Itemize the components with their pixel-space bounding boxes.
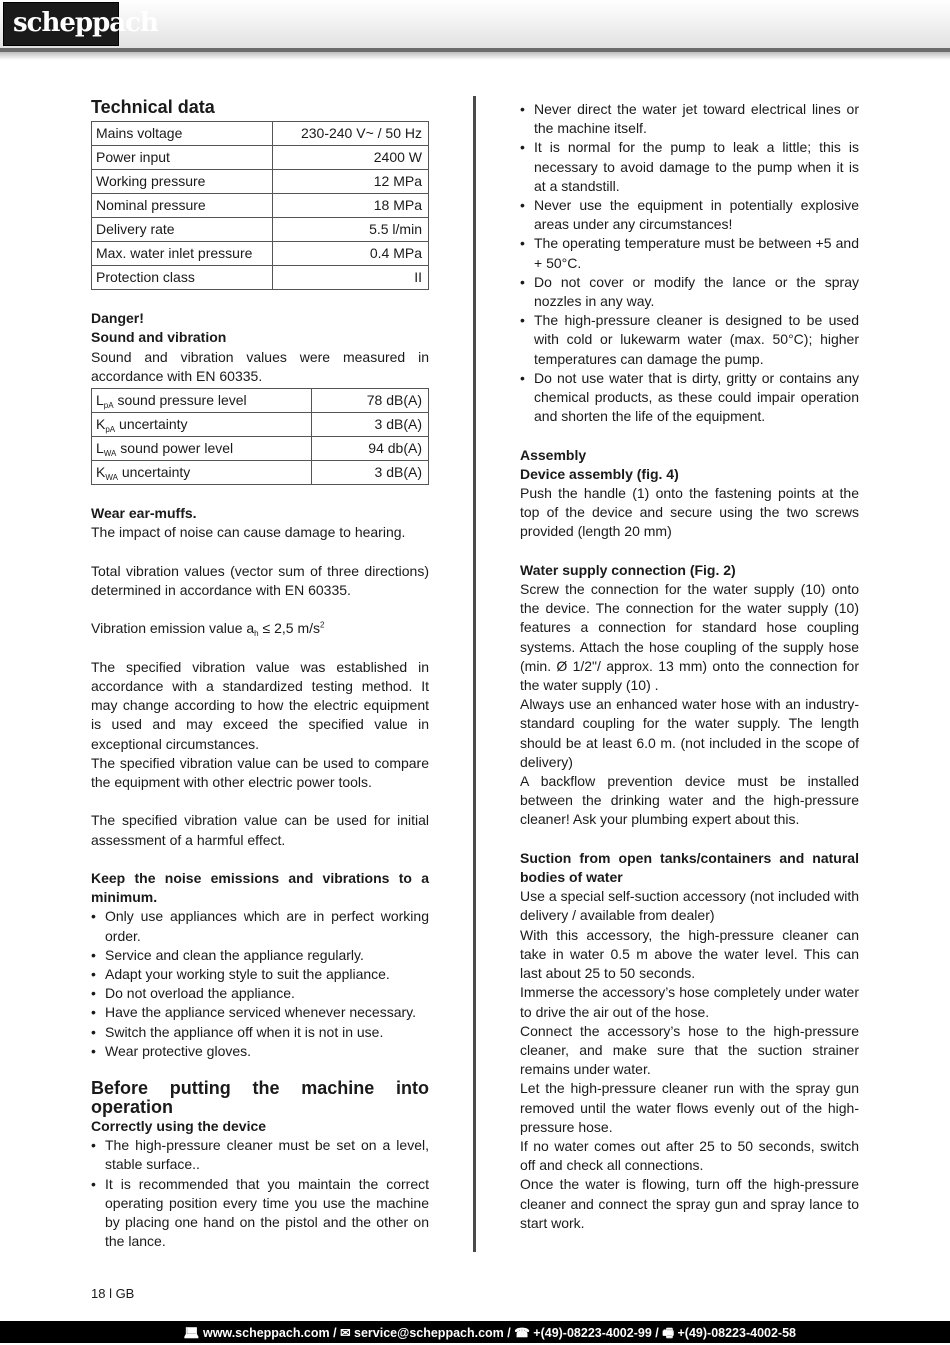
tech-row [92,242,429,266]
water-supply-text-2: Always use an enhanced water hose with an industry-standard coupling for the water supply. The length should be at least 6.0 m. (not included in the scope of delivery) [520,696,859,770]
sound-table [91,388,429,485]
logo-text: scheppach [13,8,158,38]
list-item: • The high-pressure cleaner must be set on a level, stable surface.. [91,1136,429,1174]
tech-row [92,146,429,170]
sound-value: 78 dB(A) [312,389,429,413]
footer-fax: +(49)-08223-4002-58 [677,1326,796,1340]
safety-list [520,100,859,426]
suction-heading: Suction from open tanks/containers and natural bodies of water [520,849,859,886]
device-assembly-text: Push the handle (1) onto the fastening points at the top of the device and secure using the two screws provided (length 20 mm) [520,485,859,540]
column-divider [473,96,476,1252]
tech-label: Protection class [92,266,273,290]
list-item: • Never use the equipment in potentially explosive areas under any circumstances! [520,196,859,234]
list-item: • Wear protective gloves. [91,1042,429,1061]
keep-emissions-list [91,907,429,1061]
sound-value: 94 db(A) [312,437,429,461]
phone-icon: ☎ [514,1326,530,1340]
list-item: • It is normal for the pump to leak a little; this is necessary to avoid damage to the pump when it is at a standstill. [520,138,859,196]
footer-website-link[interactable]: www.scheppach.com [202,1326,330,1340]
list-item: • Do not cover or modify the lance or the spray nozzles in any way. [520,273,859,311]
tech-label: Power input [92,146,273,170]
danger-label: Danger! [91,310,144,327]
sound-heading: Sound and vibration [91,329,227,346]
list-item: • The operating temperature must be between +5 and + 50°C. [520,234,859,272]
spec-vibration-3: The specified vibration value can be used for initial assessment of a harmful effect. [91,812,429,848]
assembly-heading: Assembly [520,446,587,463]
footer-bar: 💻︎ www.scheppach.com / ✉︎ service@scheppach.com / ☎ +(49)-08223-4002-99 / 🖷︎ +(49)-08223-4002-58 [0,1321,950,1343]
sound-text: Sound and vibration values were measured in accordance with EN 60335. [91,348,429,384]
fax-icon: 🖷︎ [662,1326,675,1340]
right-column [520,100,859,1233]
total-vibration-text: Total vibration values (vector sum of three directions) determined in accordance with EN 60335. [91,562,429,598]
footer-phone: +(49)-08223-4002-99 [533,1326,652,1340]
list-item: • Switch the appliance off when it is not in use. [91,1023,429,1042]
device-assembly-heading: Device assembly (fig. 4) [520,465,679,482]
ear-muffs-text: The impact of noise can cause damage to hearing. [91,524,406,541]
list-item: • Service and clean the appliance regularly. [91,946,429,965]
tech-value: 2400 W [273,146,429,170]
list-item: • Do not overload the appliance. [91,984,429,1003]
tech-row [92,218,429,242]
sound-row [92,389,429,413]
spec-vibration-1: The specified vibration value was established in accordance with a standardized testing method. It may change according to how the electric equipment is used and may exceed the specified value in exceptional circumstances. [91,658,429,752]
tech-label: Max. water inlet pressure [92,242,273,266]
sound-row [92,413,429,437]
page-number: 18 l GB [91,1286,135,1301]
tech-label: Mains voltage [92,122,273,146]
suction-paragraph: Immerse the accessory’s hose completely under water to drive the air out of the hose. [520,984,859,1020]
computer-icon: 💻︎ [183,1326,200,1340]
suction-text [520,887,859,1233]
list-item: • Do not use water that is dirty, gritty or contains any chemical products, as these could impair operation and shorten the life of the equipment. [520,369,859,427]
suction-paragraph: Connect the accessory’s hose to the high-pressure cleaner, and make sure that the suction strainer remains under water. [520,1022,859,1078]
tech-value: 0.4 MPa [273,242,429,266]
water-supply-text-1: Screw the connection for the water supply (10) onto the device. The connection for the water supply (10) features a connection for standard hose coupling systems. Attach the hose coupling of the supply hose (min. Ø 1/2"/ approx. 13 mm) onto the connection for the water supply (10) . [520,581,859,694]
water-supply-heading: Water supply connection (Fig. 2) [520,561,736,578]
tech-row [92,266,429,290]
brand-logo [3,2,158,46]
sound-label: $L_{WA}$ sound power level [92,437,312,461]
sound-label: $K_{WA}$ uncertainty [92,461,312,485]
sound-label: $K_{pA}$ uncertainty [92,413,312,437]
suction-paragraph: Use a special self-suction accessory (not included with delivery / available from dealer) [520,888,859,924]
suction-paragraph: With this accessory, the high-pressure cleaner can take in water 0.5 m above the water level. This can last about 25 to 50 seconds. [520,926,859,982]
tech-value: II [273,266,429,290]
list-item: • It is recommended that you maintain the correct operating position every time you use the machine by placing one hand on the pistol and the other on the lance. [91,1175,429,1252]
spec-vibration-2: The specified vibration value can be used to compare the equipment with other electric power tools. [91,754,429,790]
header-shadow [0,52,950,60]
tech-data-table [91,121,429,290]
sound-value: 3 dB(A) [312,413,429,437]
tech-value: 230-240 V~ / 50 Hz [273,122,429,146]
tech-label: Delivery rate [92,218,273,242]
list-item: • Adapt your working style to suit the appliance. [91,965,429,984]
footer-email-link[interactable]: service@scheppach.com [354,1326,504,1340]
correct-use-heading: Correctly using the device [91,1118,267,1134]
list-item: • Never direct the water jet toward electrical lines or the machine itself. [520,100,859,138]
sound-row [92,437,429,461]
tech-value: 12 MPa [273,170,429,194]
tech-row [92,122,429,146]
tech-value: 5.5 l/min [273,218,429,242]
correct-use-list [91,1136,429,1251]
tech-row [92,170,429,194]
tech-value: 18 MPa [273,194,429,218]
tech-label: Working pressure [92,170,273,194]
suction-paragraph: If no water comes out after 25 to 50 seconds, switch off and check all connections. [520,1137,859,1174]
list-item: • Only use appliances which are in perfect working order. [91,907,429,945]
tech-label: Nominal pressure [92,194,273,218]
sound-value: 3 dB(A) [312,461,429,485]
suction-paragraph: Let the high-pressure cleaner run with the spray gun removed until the water flows evenly out of the high-pressure hose. [520,1080,859,1135]
list-item: • Have the appliance serviced whenever necessary. [91,1003,429,1022]
sound-row [92,461,429,485]
tech-row [92,194,429,218]
sound-label: $L_{pA}$ sound pressure level [92,389,312,413]
list-item: • The high-pressure cleaner is designed to be used with cold or lukewarm water (max. 50°C); higher temperatures can damage the pump. [520,311,859,369]
tech-data-title: Technical data [91,97,215,117]
before-operation-heading: Before putting the machine into operation [91,1078,429,1117]
mail-icon: ✉︎ [340,1326,351,1340]
left-column [91,98,429,1251]
vibration-emission-value: Vibration emission value $a_h \le 2,5$ $m/s^2$ [91,620,325,639]
keep-emissions-heading: Keep the noise emissions and vibrations to a minimum. [91,869,429,906]
ear-muffs-heading: Wear ear-muffs. [91,505,197,522]
suction-paragraph: Once the water is flowing, turn off the high-pressure cleaner and connect the spray gun and spray lance to start work. [520,1176,859,1231]
water-supply-text-3: A backflow prevention device must be installed between the drinking water and the high-pressure cleaner! Ask your plumbing expert about this. [520,773,859,828]
